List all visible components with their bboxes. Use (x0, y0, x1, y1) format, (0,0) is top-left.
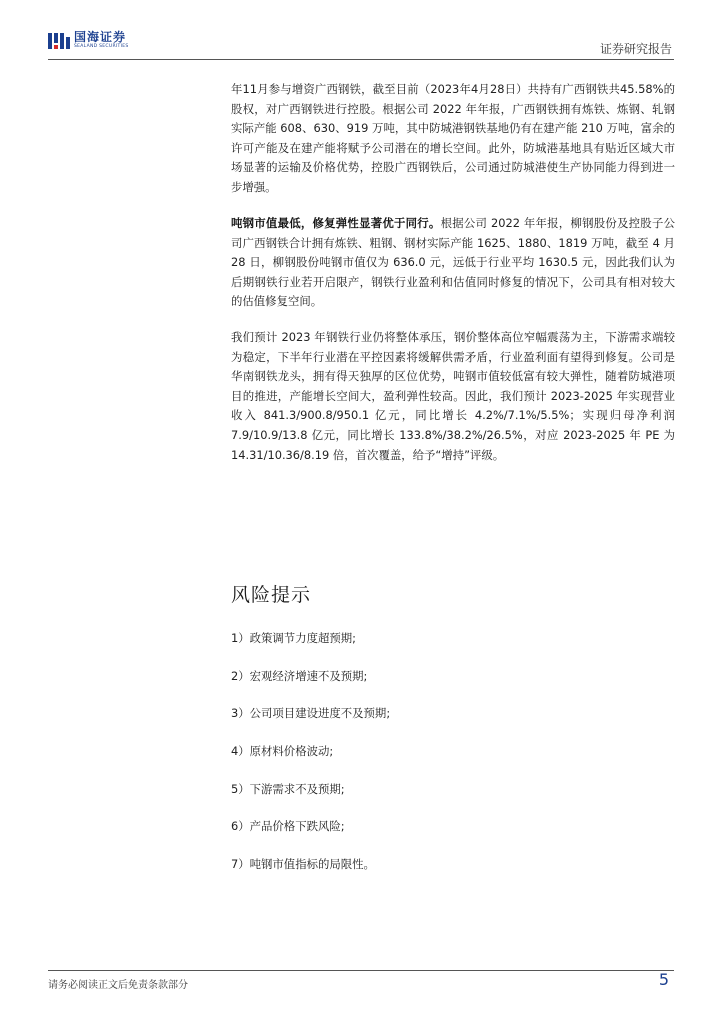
footer-disclaimer: 请务必阅读正文后免责条款部分 (48, 980, 188, 991)
logo-name-en: SEALAND SECURITIES (74, 44, 129, 49)
risk-item: 2）宏观经济增速不及预期; (231, 668, 368, 683)
risk-item: 7）吨钢市值指标的局限性。 (231, 857, 375, 872)
paragraph-market-value (231, 214, 675, 312)
risk-list (231, 629, 390, 893)
paragraph-guangxi-steel: 年11月参与增资广西钢铁，截至目前（2023年4月28日）共持有广西钢铁共45.58%的股权，对广西钢铁进行控股。根据公司 2022 年年报，广西钢铁拥有炼铁、炼钢、轧钢实际产能 608、630、919 万吨，其中防城港钢铁基地仍有在建产能 210 万吨，富余的许可产能及在建产能将赋予公司潜在的增长空间。此外，防城港基地具有贴近区域大市场显著的运输及价格优势，控股广西钢铁后，公司通过防城港使生产协同能力得到进一步增强。 (231, 82, 675, 194)
footer-divider (48, 970, 674, 971)
report-type-title: 证券研究报告 (599, 42, 672, 56)
risk-item: 3）公司项目建设进度不及预期; (231, 706, 391, 721)
risk-item: 5）下游需求不及预期; (231, 781, 345, 796)
paragraph-market-value-text: 根据公司 2022 年年报，柳钢股份及控股子公司广西钢铁合计拥有炼铁、粗钢、钢材实际产能 1625、1880、1819 万吨，截至 4 月 28 日，柳钢股份吨钢市值仅为 636.0 元，远低于行业平均 1630.5 元，因此我们认为后期钢铁行业若开启限产，钢铁行业盈利和估值同时修复的情况下，公司具有相对较大的估值修复空间。 (231, 216, 675, 309)
risk-item: 1）政策调节力度超预期; (231, 631, 356, 645)
company-logo (48, 31, 129, 50)
page-header (0, 0, 724, 62)
paragraph-lead-bold: 吨钢市值最低，修复弹性显著优于同行。 (231, 216, 441, 230)
page-number: 5 (658, 970, 669, 989)
risk-item: 4）原材料价格波动; (231, 744, 334, 759)
sealand-logo-icon (48, 32, 70, 50)
risk-section-title: 风险提示 (231, 584, 312, 606)
logo-name-cn: 国海证券 (74, 30, 127, 44)
risk-item: 6）产品价格下跌风险; (231, 819, 345, 834)
header-divider (48, 59, 674, 60)
paragraph-forecast: 我们预计 2023 年钢铁行业仍将整体承压，钢价整体高位窄幅震荡为主，下游需求端较为稳定，下半年行业潜在平控因素将缓解供需矛盾，行业盈利面有望得到修复。公司是华南钢铁龙头，拥有得天独厚的区位优势，吨钢市值较低富有较大弹性，随着防城港项目的推进，产能增长空间大，盈利弹性较高。因此，我们预计 2023-2025 年实现营业收入 841.3/900.8/950.1 亿元，同比增长 4.2%/7.1%/5.5%；实现归母净利润 7.9/10.9/13.8 亿元，同比增长 133.8%/38.2%/26.5%，对应 2023-2025 年 PE 为 14.31/10.36/8.19 倍，首次覆盖，给予“增持”评级。 (231, 330, 675, 462)
